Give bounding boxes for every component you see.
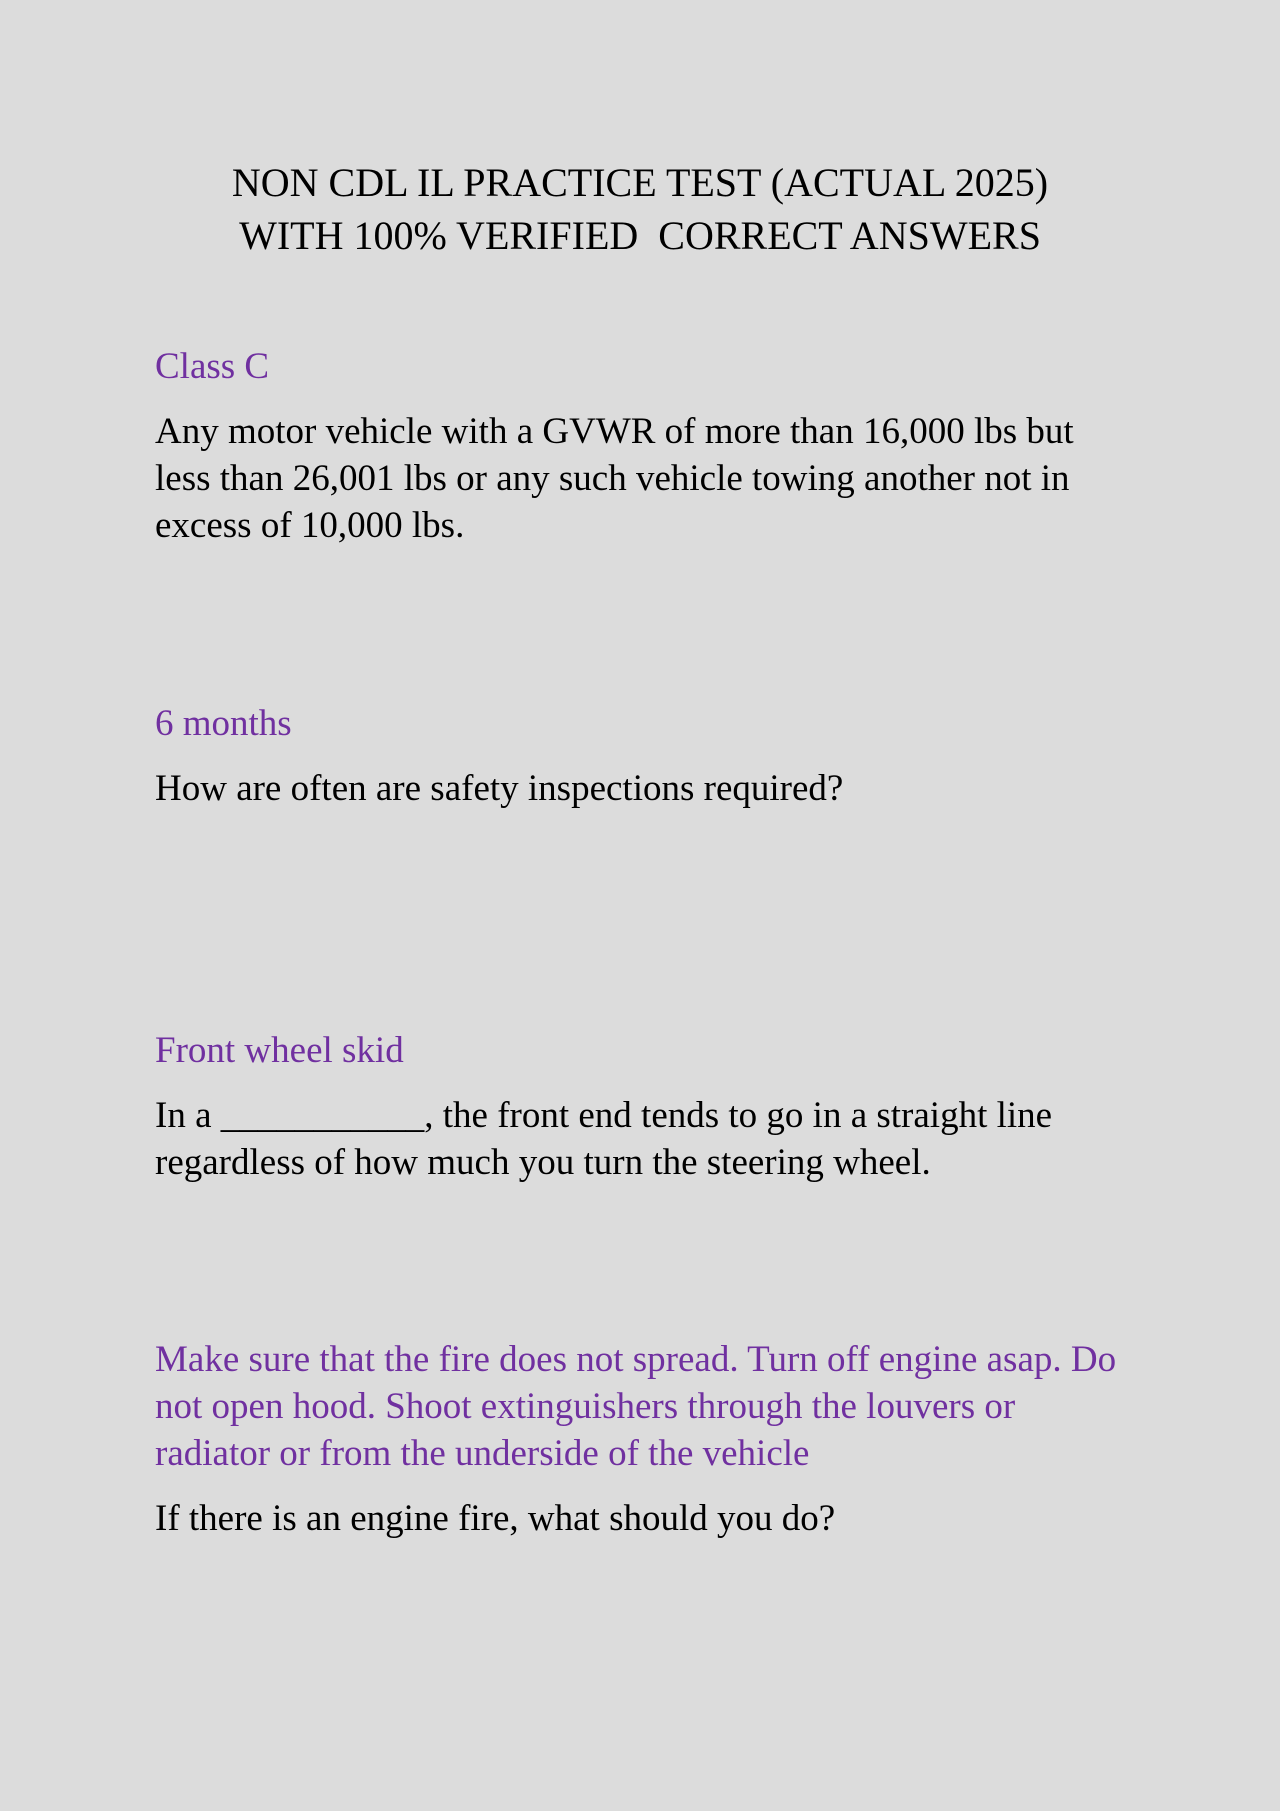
- document-title: [0, 156, 1280, 262]
- answer-text: 6 months: [155, 703, 292, 744]
- qa-entry-2: [155, 700, 1135, 812]
- question-text: In a ___________, the front end tends to go in a straight line regardless of how much you turn the steering wheel.: [155, 1095, 1053, 1183]
- qa-entry-1: [155, 343, 1135, 549]
- title-line-2: WITH 100% VERIFIED CORRECT ANSWERS: [239, 213, 1041, 258]
- question-text: How are often are safety inspections required?: [155, 768, 844, 809]
- answer-text: Front wheel skid: [155, 1030, 404, 1071]
- answer-text: Make sure that the fire does not spread. Turn off engine asap. Do not open hood. Shoot extinguishers through the louvers or radiator or from the underside of the vehicle: [155, 1339, 1117, 1474]
- answer-text: Class C: [155, 346, 270, 387]
- title-line-1: NON CDL IL PRACTICE TEST (ACTUAL 2025): [231, 160, 1049, 205]
- qa-entry-3: [155, 1027, 1135, 1186]
- question-text: Any motor vehicle with a GVWR of more than 16,000 lbs but less than 26,001 lbs or any such vehicle towing another not in excess of 10,000 lbs.: [155, 411, 1074, 546]
- qa-entry-4: [155, 1336, 1135, 1542]
- question-text: If there is an engine fire, what should you do?: [155, 1498, 836, 1539]
